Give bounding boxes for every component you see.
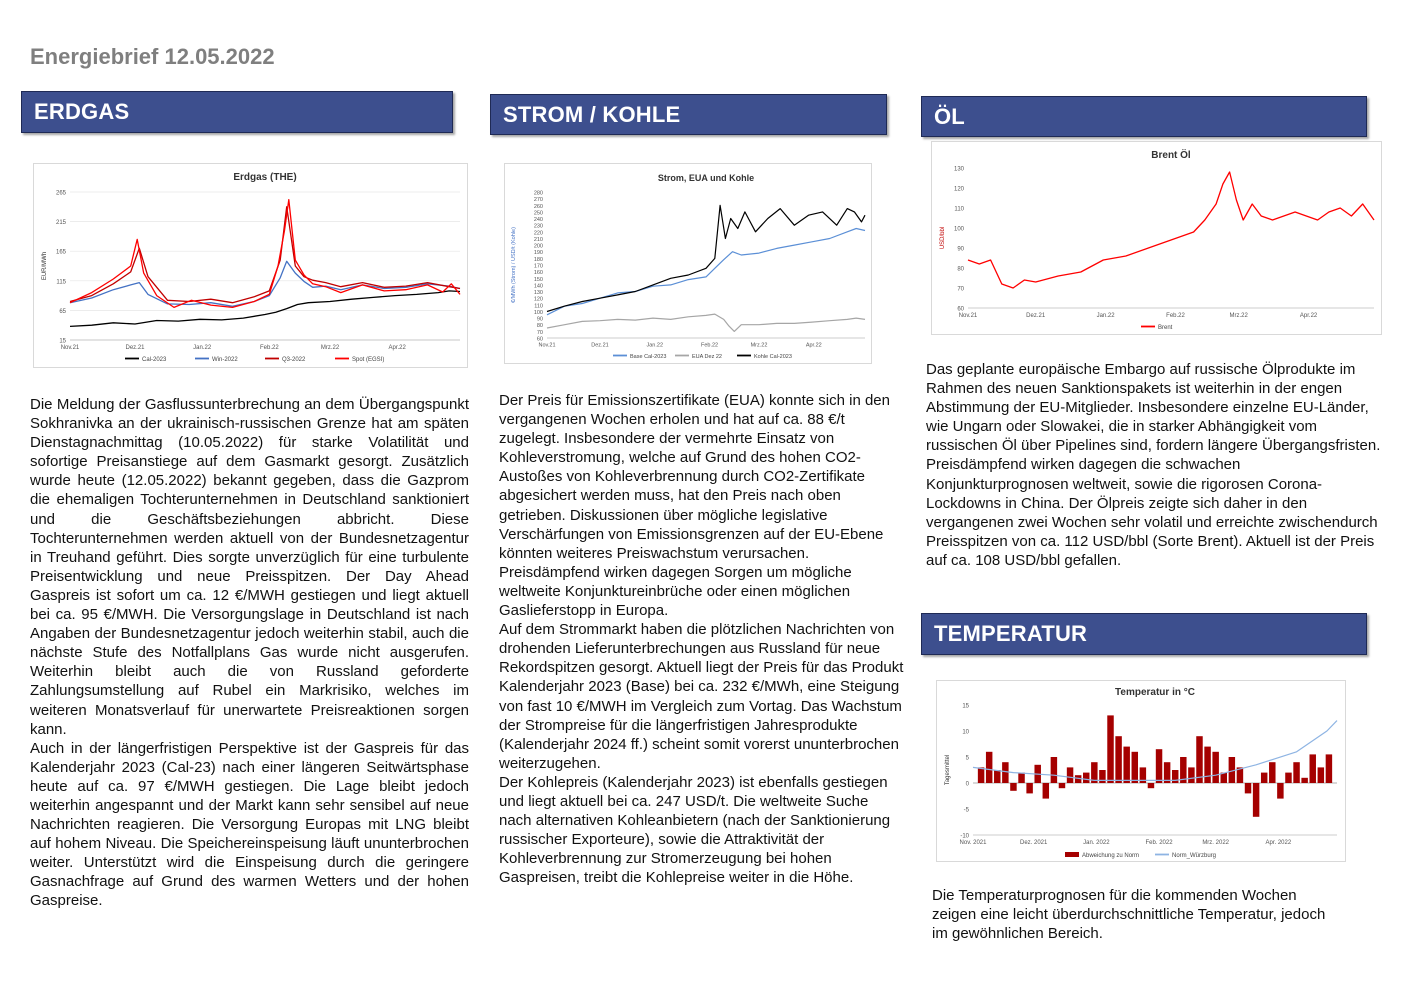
x-tick-label: Apr.22 [1299,313,1318,319]
bar [1172,770,1178,783]
document-title: Energiebrief 12.05.2022 [30,44,275,69]
bar [1002,762,1008,783]
x-tick-label: Dez.21 [591,342,609,349]
y-tick-label: 60 [536,336,543,343]
bar [1196,736,1202,783]
bar [1326,754,1332,783]
x-tick-label: Mrz. 2022 [1202,840,1230,846]
bar [978,767,984,783]
paragraph: Die Meldung der Gasflussunterbrechung an dem Übergangspunkt Sokhranivka an der ukrainisch-russischen Grenze hat am späten Dienstagnachmittag (10.05.2022) für starke Volatilität und sofortige Preisanstiege auf dem Gasmarkt gesorgt. Zusätzlich wurde heute (12.05.2022) bekannt gegeben, dass die Gazprom die ehemaligen Tochterunternehmen in Deutschland sanktioniert und die Geschäftsbeziehungen abbricht. Diese Tochterunternehmen werden aktuell von der Bundesnetzagentur in Treuhand geführt. Dies sorgte unverzüglich für eine turbulente Preisentwicklung und neue Preisspitzen. Der Day Ahead Gaspreis ist sofort um ca. 12 €/MWH gestiegen und liegt aktuell bei ca. 95 €/MWH. Die Versorgungslage in Deutschland ist nach Angaben der Bundesnetzagentur jedoch weiterhin stabil, auch die nächste Stufe des Notfallplans Gas wurde nicht ausgerufen. Weiterhin bleibt auch die von Russland geforderte Zahlungsumstellung auf Rubel ein Markrisiko, welches im weiteren Monatsverlauf für unerwartete Preisreaktionen sorgen kann. [30,396,469,738]
bar [1269,762,1275,783]
x-tick-label: Nov.21 [958,313,978,319]
section-header-strom-kohle: STROM / KOHLE [490,94,887,135]
bar [1083,773,1089,783]
legend-label: Brent [1158,325,1173,331]
bar [1188,767,1194,783]
bar [994,770,1000,783]
x-tick-label: Jan.22 [193,345,212,351]
chart-title: Temperatur in °C [1115,687,1195,698]
y-tick-label: -5 [963,807,969,814]
section-header-oel: ÖL [921,96,1367,137]
chart-temperatur [936,680,1346,862]
bar [1253,783,1259,817]
paragraph: Das geplante europäische Embargo auf russische Ölprodukte im Rahmen des neuen Sanktionspakets ist weiterhin in der engen Abstimmung der EU-Mitglieder. Insbesondere einzelne EU-Länder, wie Ungarn oder Slowakei, die in starker Abhängigkeit vom russischen Öl über Pipelines sind, fordern längere Übergangsfristen. Preisdämpfend wirken dagegen die schwachen Konjunkturprognosen weltweit, sowie die rigorosen Corona-Lockdowns in China. Der Ölpreis zeigte sich daher in den vergangenen zwei Wochen sehr volatil und erreichte zwischendurch Preisspitzen von ca. 112 USD/bbl (Sorte Brent). Aktuell ist der Preis auf ca. 108 USD/bbl gefallen. [926,361,1381,569]
bar [1107,715,1113,783]
y-tick-label: 150 [533,276,543,283]
chart-strom-kohle [504,163,872,364]
text-erdgas [30,395,469,911]
chart-strom-svg [505,164,871,363]
y-axis-label: €/MWh (Strom) / USD/t (Kohle) [511,227,517,303]
series-line [547,314,865,331]
bar [1261,773,1267,783]
legend-swatch [1065,852,1079,857]
legend-label: Spot (EGSI) [352,357,385,363]
bar [1043,783,1049,799]
section-header-erdgas: ERDGAS [21,91,453,133]
y-tick-label: 240 [533,217,543,224]
bar [1309,754,1315,783]
x-tick-label: Feb.22 [1166,313,1185,319]
bar [1067,767,1073,783]
x-tick-label: Nov.21 [60,345,80,351]
y-tick-label: 110 [534,303,543,310]
y-tick-label: 70 [957,286,964,293]
paragraph: Die Temperaturprognosen für die kommenden Wochen zeigen eine leicht überdurchschnittliche Temperatur, jedoch im gewöhnlichen Bereich. [932,887,1326,943]
bar [1010,783,1016,791]
y-axis-label: EUR/MWh [42,251,48,281]
text-strom-kohle [499,391,904,887]
y-tick-label: 5 [965,755,969,762]
y-tick-label: 70 [536,329,543,336]
y-tick-label: 100 [533,309,543,316]
chart-temperatur-svg [937,681,1345,861]
series-line [547,205,865,311]
series-line [968,172,1374,288]
chart-title: Erdgas (THE) [233,172,297,183]
paragraph: Der Preis für Emissionszertifikate (EUA) konnte sich in den vergangenen Wochen erholen und hat auf ca. 88 €/t zugelegt. Insbesondere der vermehrte Einsatz von Kohleverstromung, welche auf Grund des hohen CO2-Austoßes von Kohleverbrennung durch CO2-Zertifikate abgesichert werden muss, hat den Preis nach oben getrieben. Diskussionen über mögliche legislative Verschärfungen von Emissionsgrenzen auf der EU-Ebene könnten weiteres Preiswachstum verursachen. Preisdämpfend wirken dagegen Sorgen um mögliche weltweite Konjunktureinbrüche oder einen möglichen Gaslieferstopp in Europa. [499,392,890,620]
section-header-temperatur: TEMPERATUR [921,613,1367,655]
y-tick-label: 100 [953,226,964,233]
bar [1051,757,1057,783]
y-tick-label: 110 [954,206,964,213]
bar [1148,783,1154,788]
bar [1277,783,1283,799]
y-tick-label: 130 [533,290,543,297]
y-tick-label: -10 [960,833,969,840]
text-temperatur [932,886,1332,943]
y-tick-label: 170 [533,263,543,270]
y-tick-label: 230 [533,223,543,230]
y-tick-label: 140 [533,283,543,290]
x-tick-label: Apr.22 [805,342,822,349]
x-tick-label: Dez. 2021 [1019,840,1048,846]
chart-erdgas [33,163,468,368]
x-tick-label: Mrz.22 [320,345,340,351]
x-tick-label: Mrz.22 [750,342,768,349]
x-tick-label: Nov.21 [538,342,556,349]
bar [1123,747,1129,783]
legend-label: Cal-2023 [142,357,167,363]
bar [1099,770,1105,783]
series-line [973,721,1337,781]
paragraph: Auch in der längerfristigen Perspektive ist der Gaspreis für das Kalenderjahr 2023 (Cal-23) nach einer längeren Seitwärtsphase heute auf ca. 97 €/MWH gestiegen. Die Lage bleibt jedoch weiterhin angespannt und der Markt kann sehr sensibel auf neue Nachrichten reagieren. Die Versorgung Europas mit LNG bleibt auf hohem Niveau. Die Speichereinspeisung läuft ununterbrochen weiter. Unterstützt wird die Einspeisung durch die geringere Gasnachfrage auf Grund des warmen Wetters und der hohen Gaspreise. [30,739,469,910]
y-tick-label: 215 [55,220,66,227]
bar [1115,736,1121,783]
bar [1026,783,1032,793]
y-tick-label: 265 [55,190,66,197]
y-tick-label: 190 [533,250,543,257]
series-line [547,229,865,315]
bar [1132,752,1138,783]
paragraph: Auf dem Strommarkt haben die plötzlichen Nachrichten von drohenden Lieferunterbrechungen aus Russland für neue Rekordspitzen gesorgt. Aktuell liegt der Preis für das Produkt Kalenderjahr 2023 (Base) bei ca. 232 €/MWh, eine Steigung von fast 10 €/MWH im Vergleich zum Vortag. Das Wachstum der Strompreise für die längerfristigen Jahresprodukte (Kalenderjahr 2024 ff.) scheint somit vorerst ununterbrochen weiterzugehen. [499,621,904,772]
x-tick-label: Dez.21 [1026,313,1046,319]
y-tick-label: 0 [965,781,969,788]
bar [1156,749,1162,783]
chart-erdgas-svg [34,164,467,367]
y-tick-label: 160 [533,270,543,277]
paragraph: Der Kohlepreis (Kalenderjahr 2023) ist ebenfalls gestiegen und liegt aktuell bei ca. 247 USD/t. Die weltweite Suche nach alternativen Kohleanbietern (nach der Sanktionierung russischer Exporteure), sowie die Attraktivität der Kohleverbrennung zur Stromerzeugung bei hohen Gaspreisen, treibt die Kohlepreise weiter in die Höhe. [499,773,891,887]
bar [1318,767,1324,783]
y-tick-label: 200 [533,243,543,250]
y-tick-label: 220 [533,230,543,237]
y-tick-label: 115 [56,279,66,286]
y-tick-label: 210 [533,236,543,243]
y-tick-label: 10 [962,729,969,736]
y-tick-label: 120 [533,296,543,303]
x-tick-label: Nov. 2021 [959,840,987,846]
y-tick-label: 15 [59,338,66,345]
x-tick-label: Jan.22 [646,342,664,349]
x-tick-label: Feb.22 [700,342,719,349]
y-tick-label: 90 [957,246,964,253]
y-tick-label: 250 [533,210,543,217]
bar [1301,778,1307,783]
legend-label: Win-2022 [212,357,238,363]
bar [1293,762,1299,783]
y-tick-label: 280 [533,190,543,197]
legend-label: Q3-2022 [282,357,306,363]
legend-label: Norm_Würzburg [1172,853,1217,859]
x-tick-label: Jan. 2022 [1083,840,1110,846]
y-tick-label: 15 [962,703,969,710]
y-axis-label: Tagesmittel [945,754,951,786]
series-line [70,200,460,308]
x-tick-label: Apr.22 [388,345,406,351]
chart-title: Brent Öl [1151,150,1191,161]
y-axis-label: USD/bbl [940,226,946,250]
legend-label: EUA Dez 22 [692,354,722,360]
y-tick-label: 270 [533,197,543,204]
bar [1245,783,1251,793]
bar [1285,773,1291,783]
legend-label: Base Cal-2023 [630,354,667,360]
chart-brent [931,141,1382,335]
y-tick-label: 180 [533,256,543,263]
y-tick-label: 165 [55,249,66,256]
chart-title: Strom, EUA und Kohle [657,173,755,183]
y-tick-label: 120 [953,186,964,193]
bar [1212,752,1218,783]
y-tick-label: 60 [957,306,964,313]
x-tick-label: Feb.22 [259,345,279,351]
chart-brent-svg [932,142,1381,334]
series-line [70,207,460,303]
y-tick-label: 90 [536,316,543,323]
bar [986,752,992,783]
y-tick-label: 130 [953,166,964,173]
y-tick-label: 65 [59,308,66,315]
y-tick-label: 80 [957,266,964,273]
y-tick-label: 260 [533,203,543,210]
x-tick-label: Apr. 2022 [1265,840,1292,846]
text-oel [926,360,1386,570]
y-tick-label: 80 [536,323,543,330]
x-tick-label: Dez.21 [125,345,145,351]
x-tick-label: Feb. 2022 [1145,840,1173,846]
x-tick-label: Mrz.22 [1229,313,1248,319]
bar [1204,747,1210,783]
bar [1018,773,1024,783]
legend-label: Kohle Cal-2023 [754,354,792,360]
legend-label: Abweichung zu Norm [1082,853,1140,859]
bar [1059,783,1065,788]
x-tick-label: Jan.22 [1096,313,1115,319]
